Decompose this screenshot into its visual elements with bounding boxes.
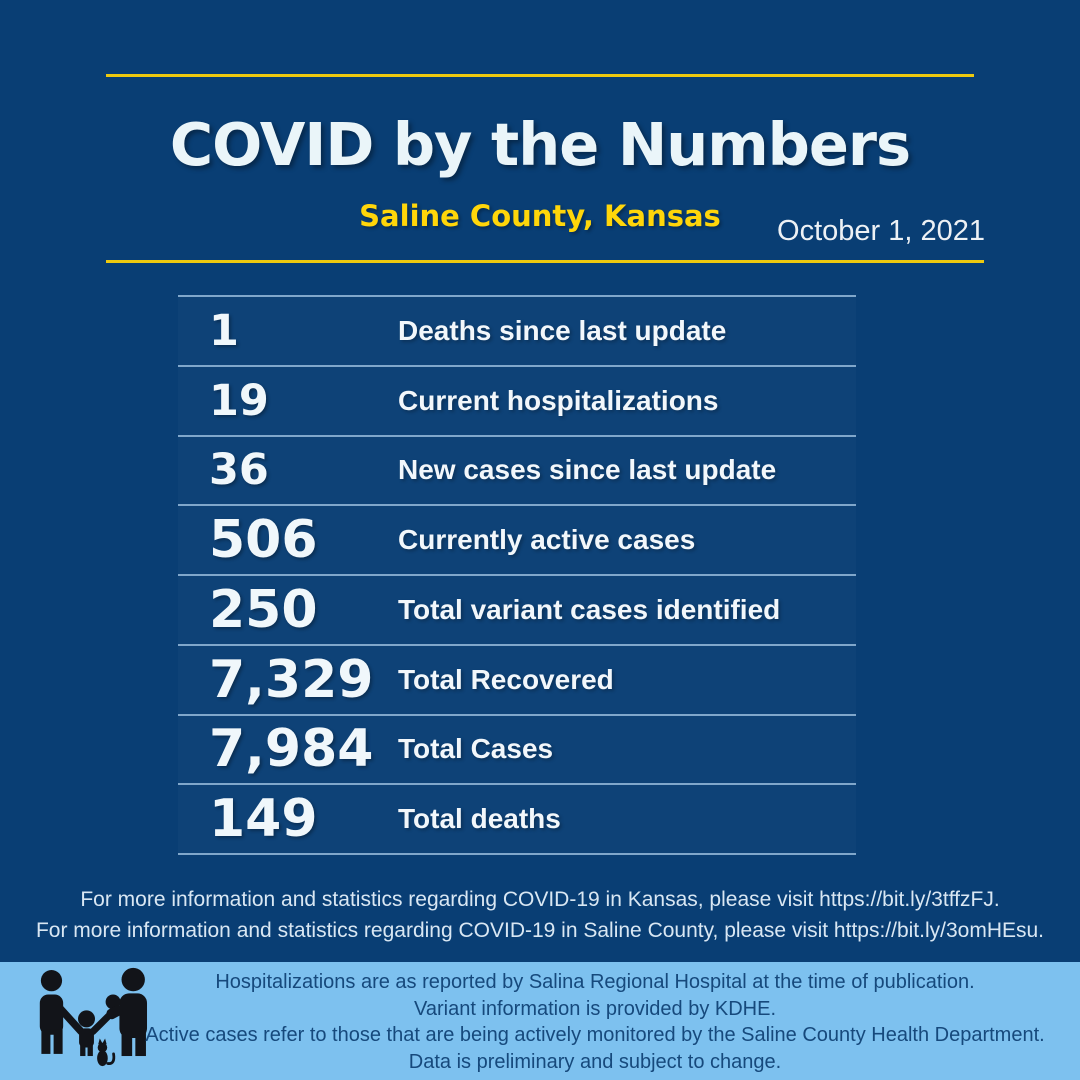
more-info-note: [0, 884, 1080, 946]
stats-table: [178, 295, 856, 855]
table-row: [178, 574, 856, 644]
stat-value: 7,984: [209, 719, 374, 780]
top-divider: [106, 74, 974, 77]
disclaimer-line: Variant information is provided by KDHE.: [413, 997, 776, 1020]
table-row: [178, 435, 856, 505]
stat-value: 149: [209, 789, 318, 850]
date-label: October 1, 2021: [777, 215, 985, 247]
stat-value: 36: [209, 445, 269, 496]
stat-value: 1: [209, 305, 239, 356]
stat-label: Total deaths: [398, 803, 561, 835]
stat-label: Total variant cases identified: [398, 593, 781, 625]
table-row: [178, 644, 856, 714]
header-divider: [106, 260, 984, 263]
stat-value: 250: [209, 579, 318, 640]
stat-label: Current hospitalizations: [398, 384, 719, 416]
stat-label: Total Recovered: [398, 663, 614, 695]
stat-label: Currently active cases: [398, 524, 696, 556]
stat-label: Deaths since last update: [398, 314, 727, 346]
table-row: [178, 504, 856, 574]
stat-label: New cases since last update: [398, 454, 777, 486]
table-row: [178, 714, 856, 784]
disclaimer-line: Hospitalizations are as reported by Salina Regional Hospital at the time of publication.: [215, 971, 975, 993]
footer-band: [0, 962, 1080, 1080]
stat-value: 19: [209, 375, 269, 426]
more-info-kansas: For more information and statistics regarding COVID-19 in Kansas, please visit https://bit.ly/3tffzFJ.: [80, 888, 1000, 911]
page-title: COVID by the Numbers: [169, 110, 911, 179]
table-row: [178, 783, 856, 853]
stat-value: 506: [209, 510, 318, 571]
table-row: [178, 295, 856, 365]
more-info-saline: For more information and statistics regarding COVID-19 in Saline County, please visit https://bit.ly/3omHEsu.: [35, 919, 1045, 942]
stat-value: 7,329: [209, 649, 374, 710]
table-row: [178, 365, 856, 435]
disclaimer-line: Active cases refer to those that are being actively monitored by the Saline County Health Department.: [145, 1024, 1045, 1046]
disclaimer-line: Data is preliminary and subject to change.: [408, 1050, 782, 1073]
subtitle: Saline County, Kansas: [359, 199, 721, 233]
stat-label: Total Cases: [398, 733, 554, 765]
footer-disclaimer: [130, 969, 1060, 1075]
